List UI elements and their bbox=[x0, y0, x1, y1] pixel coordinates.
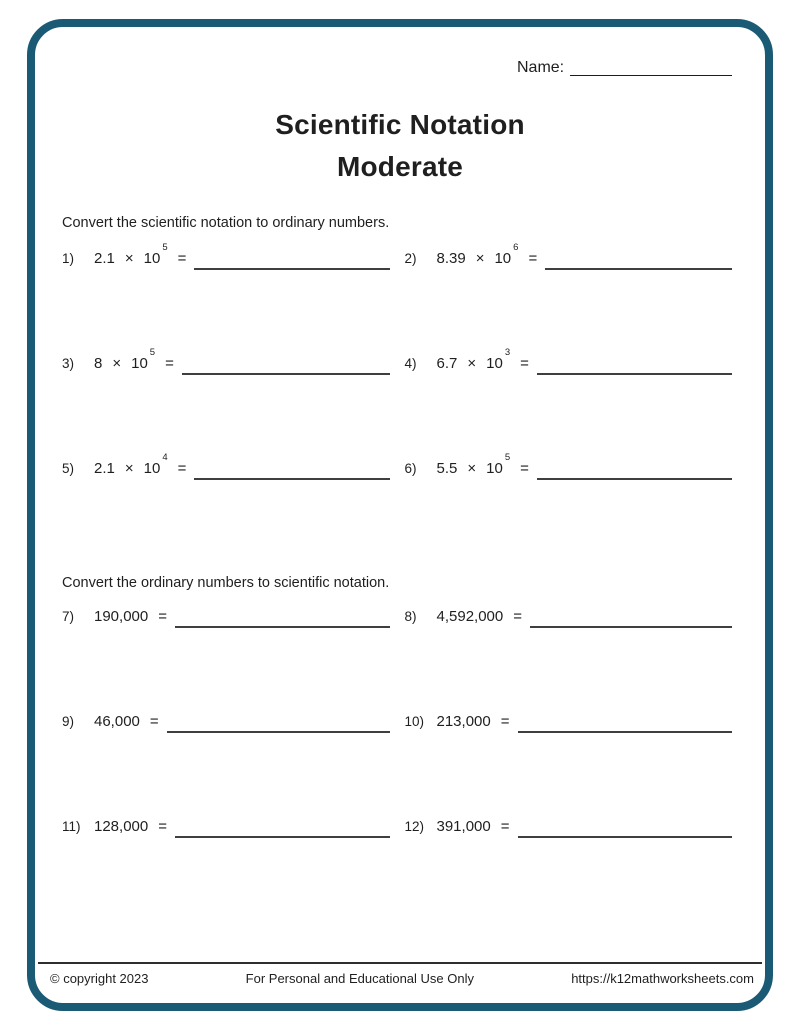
ordinary-number: 391,000 bbox=[436, 818, 491, 835]
multiply-sign: × bbox=[467, 355, 477, 372]
problem-8 bbox=[405, 608, 733, 627]
equals-sign: = bbox=[520, 460, 529, 477]
power-of-ten bbox=[143, 242, 168, 269]
power-of-ten bbox=[143, 452, 168, 479]
coefficient: 8.39 bbox=[436, 250, 466, 267]
base: 10 bbox=[486, 460, 503, 477]
power-of-ten bbox=[494, 242, 519, 269]
ordinary-number: 4,592,000 bbox=[436, 608, 504, 625]
power-of-ten bbox=[131, 347, 156, 374]
problems-row-4 bbox=[62, 608, 732, 627]
ordinary-number: 128,000 bbox=[94, 818, 149, 835]
ordinary-number: 190,000 bbox=[94, 608, 149, 625]
problem-number: 10) bbox=[404, 713, 425, 729]
coefficient: 2.1 bbox=[94, 250, 115, 267]
problem-expression bbox=[94, 608, 167, 627]
equals-sign: = bbox=[158, 608, 167, 625]
multiply-sign: × bbox=[124, 250, 134, 267]
problem-number: 2) bbox=[404, 250, 417, 266]
problem-expression bbox=[437, 818, 510, 837]
base: 10 bbox=[143, 250, 161, 267]
name-label: Name: bbox=[517, 59, 565, 76]
problem-number: 9) bbox=[62, 713, 75, 729]
answer-blank bbox=[182, 373, 390, 375]
ordinary-number: 213,000 bbox=[436, 713, 491, 730]
power-of-ten bbox=[486, 347, 511, 374]
problem-10 bbox=[405, 713, 733, 732]
problems-row-5 bbox=[62, 713, 732, 732]
answer-blank bbox=[175, 626, 390, 628]
coefficient: 5.5 bbox=[436, 460, 458, 477]
problem-1 bbox=[62, 242, 390, 269]
problem-number: 6) bbox=[404, 460, 417, 476]
exponent: 5 bbox=[162, 242, 168, 253]
exponent: 6 bbox=[513, 242, 519, 253]
problem-number: 11) bbox=[62, 818, 81, 834]
multiply-sign: × bbox=[124, 460, 134, 477]
footer-divider bbox=[38, 962, 762, 964]
problem-expression bbox=[437, 608, 523, 627]
multiply-sign: × bbox=[467, 460, 477, 477]
multiply-sign: × bbox=[475, 250, 485, 267]
exponent: 4 bbox=[162, 452, 168, 463]
coefficient: 2.1 bbox=[94, 460, 115, 477]
answer-blank bbox=[537, 478, 732, 480]
problems-row-2 bbox=[62, 347, 732, 374]
page-title bbox=[0, 104, 800, 188]
problem-number: 3) bbox=[62, 355, 75, 371]
answer-blank bbox=[537, 373, 732, 375]
base: 10 bbox=[486, 355, 503, 372]
base: 10 bbox=[494, 250, 512, 267]
section1-instruction: Convert the scientific notation to ordinary numbers. bbox=[62, 215, 390, 231]
title-line-1: Scientific Notation bbox=[275, 109, 525, 140]
exponent: 5 bbox=[504, 452, 511, 463]
answer-blank bbox=[545, 268, 732, 270]
problem-expression bbox=[436, 242, 538, 269]
section2-instruction: Convert the ordinary numbers to scientific notation. bbox=[62, 575, 390, 591]
problem-6 bbox=[404, 452, 733, 479]
problem-expression bbox=[94, 818, 167, 837]
equals-sign: = bbox=[528, 250, 538, 267]
title-line-2: Moderate bbox=[336, 151, 464, 182]
coefficient: 8 bbox=[94, 355, 103, 372]
multiply-sign: × bbox=[112, 355, 122, 372]
equals-sign: = bbox=[500, 713, 510, 730]
answer-blank bbox=[194, 478, 389, 480]
name-blank-line bbox=[570, 75, 732, 76]
problems-row-1 bbox=[62, 242, 732, 269]
problem-number: 1) bbox=[62, 250, 75, 266]
problems-row-3 bbox=[62, 452, 732, 479]
power-of-ten bbox=[486, 452, 511, 479]
problem-12 bbox=[405, 818, 733, 837]
answer-blank bbox=[518, 731, 733, 733]
problem-number: 7) bbox=[62, 608, 75, 624]
website-url[interactable]: https://k12mathworksheets.com bbox=[571, 971, 754, 986]
footer bbox=[50, 971, 754, 986]
answer-blank bbox=[530, 626, 732, 628]
problems-row-6 bbox=[62, 818, 732, 837]
equals-sign: = bbox=[158, 818, 167, 835]
coefficient: 6.7 bbox=[436, 355, 458, 372]
problem-5 bbox=[62, 452, 390, 479]
copyright-text: © copyright 2023 bbox=[50, 971, 149, 986]
problem-7 bbox=[62, 608, 390, 627]
problem-expression bbox=[94, 713, 159, 732]
base: 10 bbox=[143, 460, 161, 477]
name-field bbox=[517, 59, 732, 77]
equals-sign: = bbox=[500, 818, 510, 835]
exponent: 3 bbox=[504, 347, 511, 358]
problem-number: 4) bbox=[404, 355, 417, 371]
usage-text: For Personal and Educational Use Only bbox=[245, 971, 475, 986]
answer-blank bbox=[518, 836, 733, 838]
problem-expression bbox=[437, 713, 510, 732]
equals-sign: = bbox=[177, 460, 187, 477]
equals-sign: = bbox=[177, 250, 187, 267]
answer-blank bbox=[167, 731, 390, 733]
equals-sign: = bbox=[520, 355, 529, 372]
problem-3 bbox=[62, 347, 390, 374]
problem-expression bbox=[436, 452, 529, 479]
problem-expression bbox=[94, 242, 187, 269]
problem-number: 8) bbox=[404, 608, 417, 624]
answer-blank bbox=[175, 836, 390, 838]
equals-sign: = bbox=[513, 608, 522, 625]
ordinary-number: 46,000 bbox=[94, 713, 140, 730]
problem-9 bbox=[62, 713, 390, 732]
problem-11 bbox=[62, 818, 390, 837]
problem-2 bbox=[404, 242, 733, 269]
problem-number: 12) bbox=[404, 818, 425, 834]
problem-expression bbox=[94, 452, 187, 479]
exponent: 5 bbox=[149, 347, 156, 358]
problem-4 bbox=[404, 347, 733, 374]
problem-number: 5) bbox=[62, 460, 75, 476]
problem-expression bbox=[436, 347, 529, 374]
equals-sign: = bbox=[149, 713, 159, 730]
problem-expression bbox=[94, 347, 174, 374]
answer-blank bbox=[194, 268, 389, 270]
equals-sign: = bbox=[165, 355, 174, 372]
base: 10 bbox=[131, 355, 148, 372]
